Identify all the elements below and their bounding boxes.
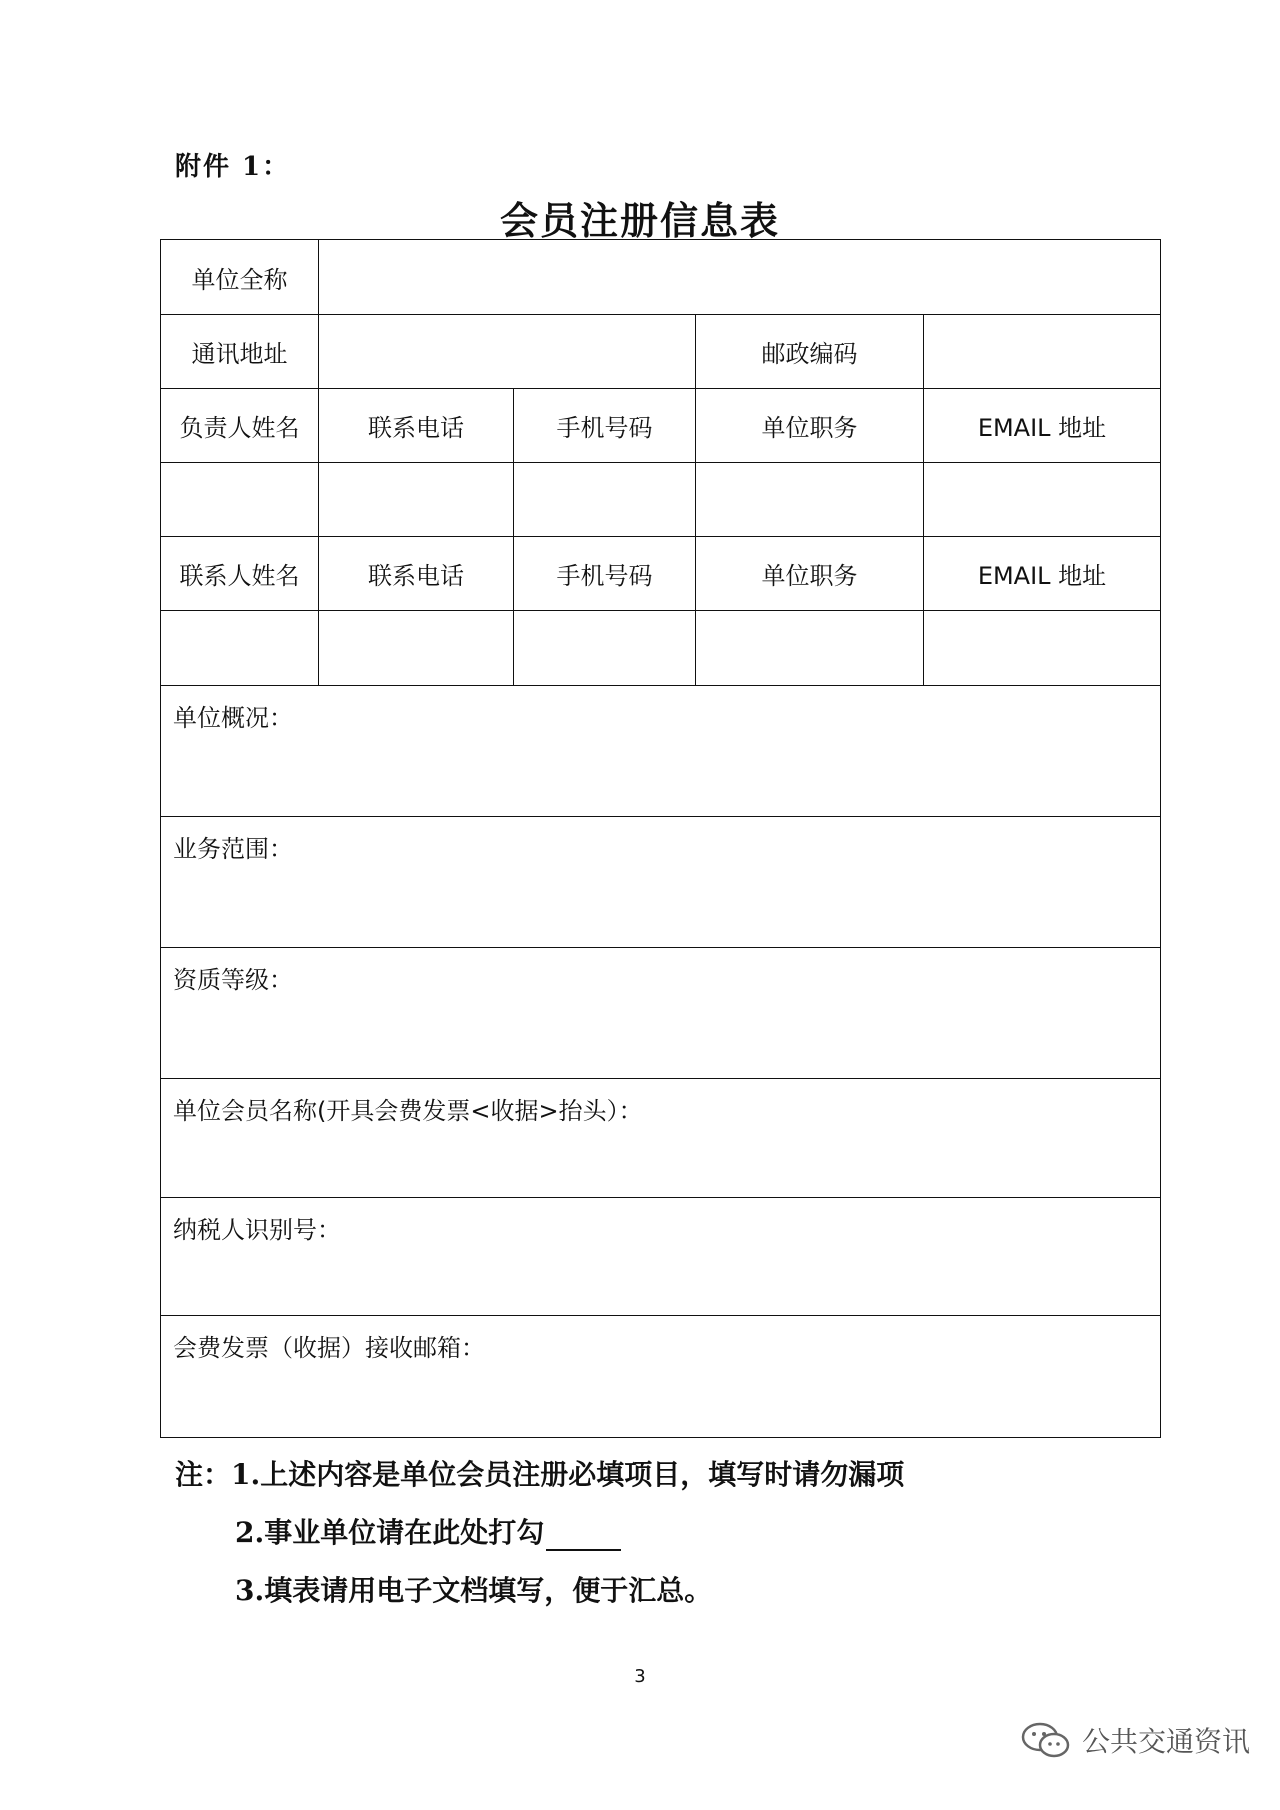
invoice-email-label: 会费发票（收据）接收邮箱： [173, 1334, 485, 1362]
contact-mobile-header: 手机号码 [514, 537, 696, 611]
contact-position-header: 单位职务 [696, 537, 924, 611]
watermark-text: 公共交通资讯 [1081, 1725, 1250, 1758]
table-row [161, 315, 1161, 389]
taxpayer-id-field[interactable] [161, 1198, 1161, 1316]
table-row [161, 240, 1161, 315]
wechat-icon [1020, 1720, 1072, 1760]
leader-phone-header: 联系电话 [319, 389, 514, 463]
leader-mobile-header: 手机号码 [514, 389, 696, 463]
table-row [161, 611, 1161, 686]
form-title: 会员注册信息表 [499, 199, 780, 243]
table-row [161, 686, 1161, 817]
company-overview-field[interactable] [161, 686, 1161, 817]
leader-phone-field[interactable] [319, 463, 514, 537]
business-scope-label: 业务范围： [173, 835, 293, 863]
table-row [161, 948, 1161, 1079]
contact-phone-field[interactable] [319, 611, 514, 686]
notes-block [175, 1446, 904, 1620]
qualification-label: 资质等级： [173, 966, 293, 994]
company-overview-label: 单位概况： [173, 704, 293, 732]
note-line-2 [175, 1504, 904, 1562]
invoice-title-field[interactable] [161, 1079, 1161, 1198]
leader-position-header: 单位职务 [696, 389, 924, 463]
table-row [161, 463, 1161, 537]
taxpayer-id-label: 纳税人识别号： [173, 1216, 341, 1244]
contact-name-field[interactable] [161, 611, 319, 686]
note-line-2-text: 2.事业单位请在此处打勾 [235, 1516, 545, 1549]
table-row [161, 389, 1161, 463]
postal-code-field[interactable] [924, 315, 1161, 389]
table-row [161, 817, 1161, 948]
business-scope-field[interactable] [161, 817, 1161, 948]
checkmark-blank[interactable] [546, 1519, 621, 1551]
contact-phone-header: 联系电话 [319, 537, 514, 611]
table-row [161, 1198, 1161, 1316]
registration-form-table [160, 239, 1161, 1438]
contact-position-field[interactable] [696, 611, 924, 686]
postal-code-label: 邮政编码 [696, 315, 924, 389]
table-row [161, 1316, 1161, 1438]
contact-email-header: EMAIL 地址 [924, 537, 1161, 611]
page-number: 3 [634, 1666, 646, 1687]
attachment-label: 附件 1： [175, 152, 291, 182]
mailing-address-label: 通讯地址 [161, 315, 319, 389]
contact-name-header: 联系人姓名 [161, 537, 319, 611]
note-line-3: 3.填表请用电子文档填写，便于汇总。 [235, 1574, 713, 1607]
table-row [161, 1079, 1161, 1198]
watermark [1020, 1720, 1250, 1760]
mailing-address-field[interactable] [319, 315, 696, 389]
invoice-email-field[interactable] [161, 1316, 1161, 1438]
table-row [161, 537, 1161, 611]
leader-name-header: 负责人姓名 [161, 389, 319, 463]
leader-name-field[interactable] [161, 463, 319, 537]
company-full-name-field[interactable] [319, 240, 1161, 315]
leader-position-field[interactable] [696, 463, 924, 537]
invoice-title-label: 单位会员名称(开具会费发票<收据>抬头）： [173, 1097, 643, 1125]
note-line-1: 注：1.上述内容是单位会员注册必填项目，填写时请勿漏项 [175, 1458, 905, 1491]
contact-mobile-field[interactable] [514, 611, 696, 686]
company-full-name-label: 单位全称 [161, 240, 319, 315]
leader-mobile-field[interactable] [514, 463, 696, 537]
leader-email-field[interactable] [924, 463, 1161, 537]
qualification-field[interactable] [161, 948, 1161, 1079]
leader-email-header: EMAIL 地址 [924, 389, 1161, 463]
contact-email-field[interactable] [924, 611, 1161, 686]
